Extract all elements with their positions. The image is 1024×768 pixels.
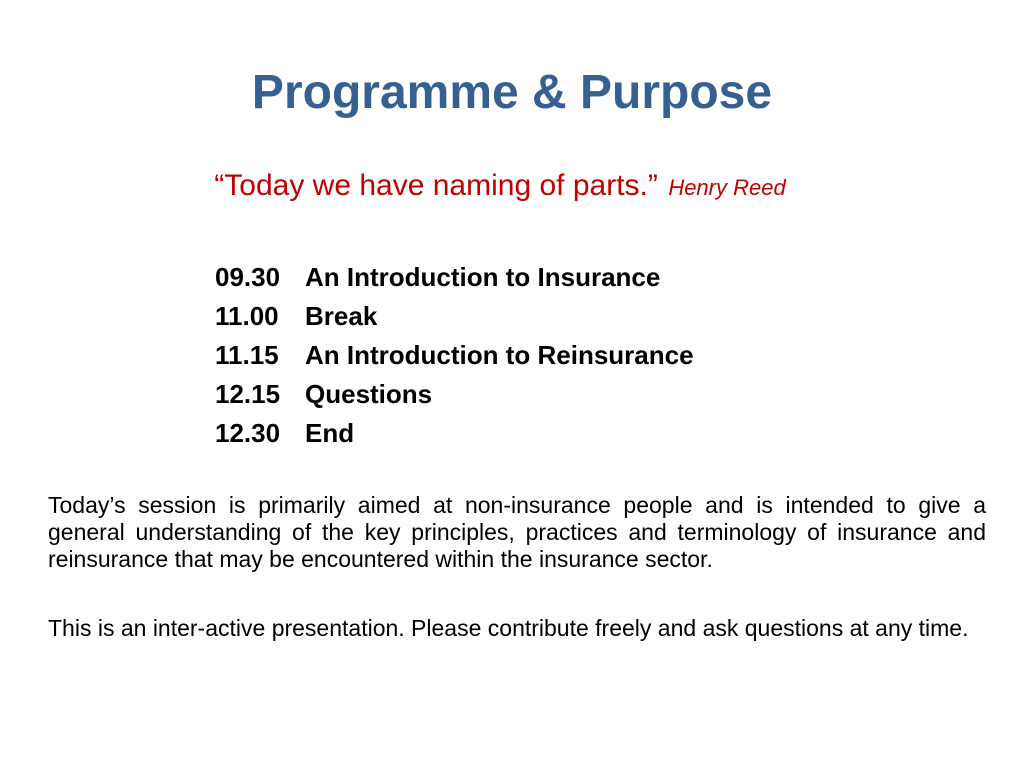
agenda-time: 12.30 <box>215 418 281 448</box>
agenda-item <box>215 414 694 453</box>
agenda-list <box>215 258 694 453</box>
slide-title: Programme & Purpose <box>251 66 773 119</box>
quote-text: “Today we have naming of parts.” <box>214 169 658 202</box>
interactive-note: This is an inter-active presentation. Please contribute freely and ask questions at any time. <box>48 615 969 641</box>
agenda-time: 12.15 <box>215 379 281 409</box>
agenda-item <box>215 258 694 297</box>
agenda-item <box>215 375 694 414</box>
session-description: Today’s session is primarily aimed at non-insurance people and is intended to give a general understanding of the key principles, practices and terminology of insurance and reinsurance that may be encountered within the insurance sector. <box>48 492 986 572</box>
agenda-label: An Introduction to Reinsurance <box>305 340 694 370</box>
agenda-label: An Introduction to Insurance <box>305 262 661 292</box>
agenda-time: 11.00 <box>215 301 279 331</box>
quote <box>0 168 1000 204</box>
agenda-time: 11.15 <box>215 340 279 370</box>
agenda-time: 09.30 <box>215 262 281 292</box>
quote-author: Henry Reed <box>668 175 786 200</box>
agenda-label: Break <box>305 301 378 331</box>
agenda-label: End <box>305 418 355 448</box>
agenda-item <box>215 336 694 375</box>
agenda-label: Questions <box>305 379 433 409</box>
agenda-item <box>215 297 694 336</box>
